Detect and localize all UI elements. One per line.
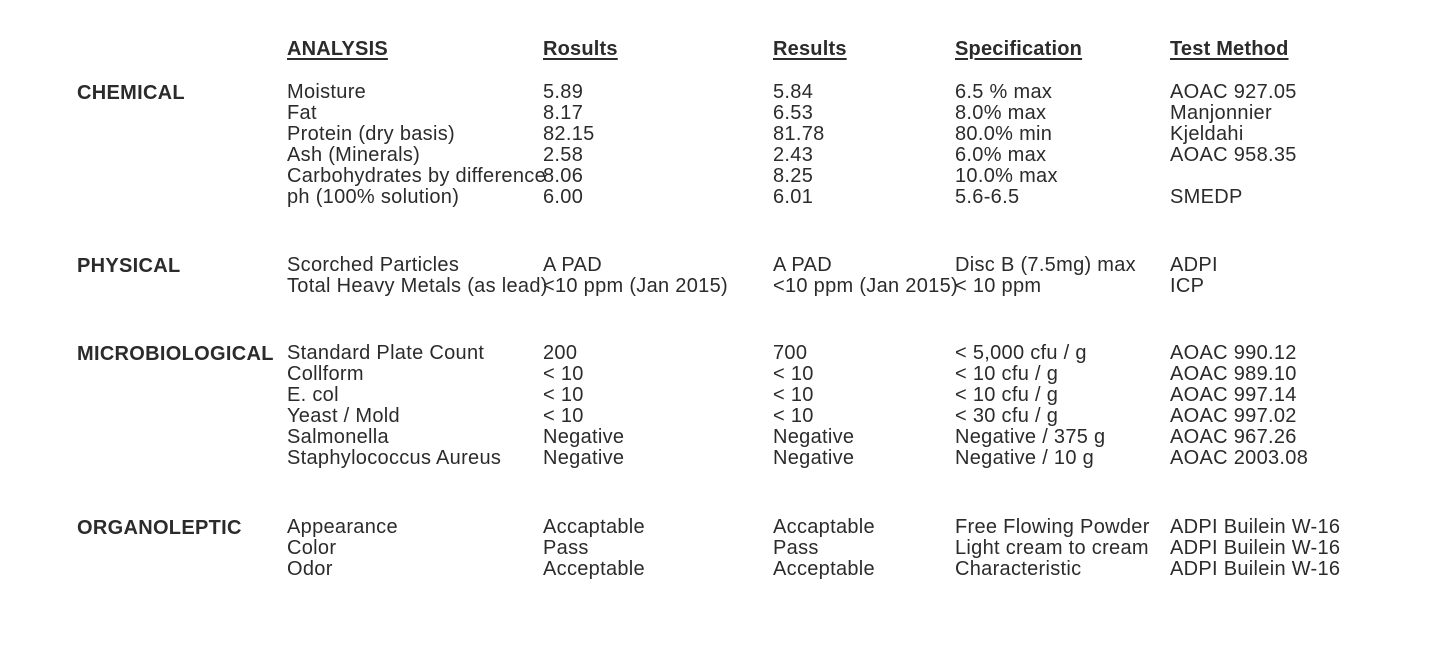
spec-cell: 80.0% min xyxy=(955,123,1053,145)
results-2-column xyxy=(773,82,825,208)
analysis-column xyxy=(287,82,546,208)
method-cell: Kjeldahi xyxy=(1170,123,1244,145)
analysis-cell: Staphylococcus Aureus xyxy=(287,447,502,469)
method-cell xyxy=(1170,166,1297,187)
test-method-column xyxy=(1170,82,1297,208)
method-cell: ADPI Builein W-16 xyxy=(1170,516,1341,538)
result-cell: < 10 xyxy=(773,405,814,427)
analysis-cell: Total Heavy Metals (as lead) xyxy=(287,275,548,297)
analysis-cell: Moisture xyxy=(287,81,367,103)
analysis-cell: Collform xyxy=(287,363,364,385)
result-cell: 82.15 xyxy=(543,123,595,145)
method-cell: Manjonnier xyxy=(1170,102,1272,124)
method-cell: ADPI Builein W-16 xyxy=(1170,537,1341,559)
test-method-column xyxy=(1170,343,1308,469)
result-cell: 6.01 xyxy=(773,186,814,208)
analysis-column xyxy=(287,517,398,580)
method-cell: AOAC 997.14 xyxy=(1170,384,1297,406)
header-results-1: Rosults xyxy=(543,38,618,60)
spec-cell: 10.0% max xyxy=(955,165,1058,187)
result-cell: 8.17 xyxy=(543,102,584,124)
analysis-cell: Carbohydrates by difference xyxy=(287,165,546,187)
analysis-cell: Yeast / Mold xyxy=(287,405,400,427)
spec-cell: 6.5 % max xyxy=(955,81,1053,103)
result-cell: < 10 xyxy=(543,405,584,427)
analysis-cell: Fat xyxy=(287,102,317,124)
analysis-cell: ph (100% solution) xyxy=(287,186,460,208)
result-cell: Negative xyxy=(773,426,855,448)
results-1-column xyxy=(543,517,645,580)
results-1-column xyxy=(543,255,728,297)
result-cell: Negative xyxy=(543,426,625,448)
spec-cell: 5.6-6.5 xyxy=(955,186,1020,208)
result-cell: Pass xyxy=(773,537,819,559)
spec-cell: Negative / 375 g xyxy=(955,426,1106,448)
result-cell: 8.25 xyxy=(773,165,814,187)
method-cell: SMEDP xyxy=(1170,186,1243,208)
analysis-cell: Odor xyxy=(287,558,333,580)
result-cell: 700 xyxy=(773,342,808,364)
result-cell: 200 xyxy=(543,342,578,364)
results-1-column xyxy=(543,82,595,208)
result-cell: <10 ppm (Jan 2015) xyxy=(543,275,728,297)
analysis-cell: Protein (dry basis) xyxy=(287,123,455,145)
result-cell: Acceptable xyxy=(543,558,645,580)
category-label: CHEMICAL xyxy=(77,82,185,104)
result-cell: A PAD xyxy=(543,254,602,276)
category-label: PHYSICAL xyxy=(77,255,181,277)
result-cell: < 10 xyxy=(543,363,584,385)
header-results-2: Results xyxy=(773,38,847,60)
analysis-cell: Ash (Minerals) xyxy=(287,144,421,166)
analysis-cell: Standard Plate Count xyxy=(287,342,485,364)
specification-column xyxy=(955,82,1058,208)
result-cell: 5.84 xyxy=(773,81,814,103)
test-method-column xyxy=(1170,517,1340,580)
analysis-cell: Appearance xyxy=(287,516,398,538)
results-2-column xyxy=(773,517,875,580)
result-cell: A PAD xyxy=(773,254,832,276)
results-2-column xyxy=(773,255,958,297)
spec-cell: Negative / 10 g xyxy=(955,447,1095,469)
specification-column xyxy=(955,255,1136,297)
spec-cell: < 10 ppm xyxy=(955,275,1042,297)
results-2-column xyxy=(773,343,854,469)
analysis-column xyxy=(287,343,501,469)
result-cell: < 10 xyxy=(543,384,584,406)
spec-cell: < 5,000 cfu / g xyxy=(955,342,1087,364)
spec-cell: < 10 cfu / g xyxy=(955,363,1059,385)
method-cell: AOAC 927.05 xyxy=(1170,81,1297,103)
analysis-cell: Salmonella xyxy=(287,426,389,448)
test-method-column xyxy=(1170,255,1218,297)
result-cell: 6.53 xyxy=(773,102,814,124)
result-cell: Negative xyxy=(543,447,625,469)
spec-cell: 8.0% max xyxy=(955,102,1047,124)
result-cell: Negative xyxy=(773,447,855,469)
spec-cell: < 10 cfu / g xyxy=(955,384,1059,406)
spec-cell: Disc B (7.5mg) max xyxy=(955,254,1136,276)
category-label: MICROBIOLOGICAL xyxy=(77,343,274,365)
result-cell: 81.78 xyxy=(773,123,825,145)
method-cell: AOAC 967.26 xyxy=(1170,426,1297,448)
analysis-cell: E. col xyxy=(287,384,339,406)
spec-cell: Light cream to cream xyxy=(955,537,1149,559)
result-cell: 2.58 xyxy=(543,144,584,166)
spec-cell: Free Flowing Powder xyxy=(955,516,1150,538)
method-cell: AOAC 2003.08 xyxy=(1170,447,1309,469)
result-cell: <10 ppm (Jan 2015) xyxy=(773,275,958,297)
result-cell: Accaptable xyxy=(543,516,645,538)
result-cell: Pass xyxy=(543,537,589,559)
spec-cell: 6.0% max xyxy=(955,144,1047,166)
method-cell: AOAC 997.02 xyxy=(1170,405,1297,427)
result-cell: < 10 xyxy=(773,363,814,385)
result-cell: Accaptable xyxy=(773,516,875,538)
spec-cell: < 30 cfu / g xyxy=(955,405,1059,427)
category-label: ORGANOLEPTIC xyxy=(77,517,242,539)
analysis-cell: Color xyxy=(287,537,337,559)
analysis-column xyxy=(287,255,548,297)
method-cell: AOAC 990.12 xyxy=(1170,342,1297,364)
results-1-column xyxy=(543,343,624,469)
method-cell: ICP xyxy=(1170,275,1205,297)
specification-column xyxy=(955,343,1105,469)
header-analysis: ANALYSIS xyxy=(287,38,388,60)
method-cell: AOAC 989.10 xyxy=(1170,363,1297,385)
result-cell: 2.43 xyxy=(773,144,814,166)
result-cell: Acceptable xyxy=(773,558,875,580)
specification-column xyxy=(955,517,1150,580)
analysis-cell: Scorched Particles xyxy=(287,254,460,276)
header-test-method: Test Method xyxy=(1170,38,1289,60)
method-cell: ADPI xyxy=(1170,254,1218,276)
spec-cell: Characteristic xyxy=(955,558,1082,580)
result-cell: < 10 xyxy=(773,384,814,406)
result-cell: 5.89 xyxy=(543,81,584,103)
result-cell: 6.00 xyxy=(543,186,584,208)
method-cell: ADPI Builein W-16 xyxy=(1170,558,1341,580)
header-specification: Specification xyxy=(955,38,1083,60)
method-cell: AOAC 958.35 xyxy=(1170,144,1297,166)
result-cell: 8.06 xyxy=(543,165,584,187)
